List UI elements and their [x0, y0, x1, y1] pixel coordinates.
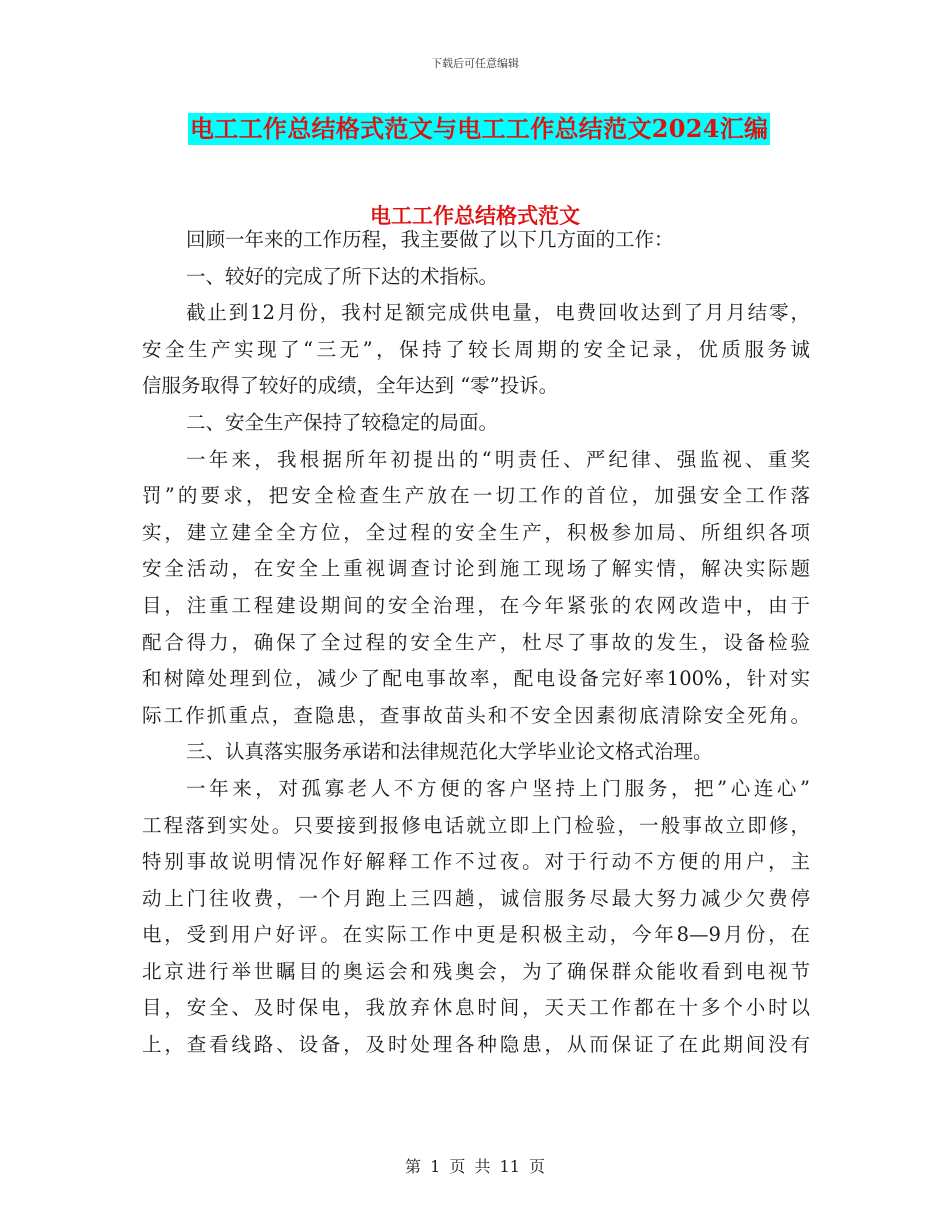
- paragraph-line: 动上门往收费，一个月跑上三四趟，诚信服务尽最大努力减少欠费停: [142, 886, 810, 910]
- paragraph-line: 上，查看线路、设备，及时处理各种隐患，从而保证了在此期间没有: [142, 1033, 810, 1057]
- paragraph-line: 际工作抓重点，查隐患，查事故苗头和不安全因素彻底清除安全死角。: [142, 703, 810, 727]
- paragraph-line: 北京进行举世瞩目的奥运会和残奥会，为了确保群众能收看到电视节: [142, 959, 810, 983]
- paragraph-line: 目，安全、及时保电，我放弃休息时间，天天工作都在十多个小时以: [142, 996, 810, 1020]
- paragraph-line: 工程落到实处。只要接到报修电话就立即上门检验，一般事故立即修，: [142, 813, 810, 837]
- document-body: [142, 222, 810, 1064]
- paragraph-line: 罚”的要求，把安全检查生产放在一切工作的首位，加强安全工作落: [142, 484, 810, 508]
- paragraph-line: 配合得力，确保了全过程的安全生产，杜尽了事故的发生，设备检验: [142, 630, 810, 654]
- section-title: 电工工作总结格式范文: [370, 203, 580, 228]
- paragraph-line: 安全活动，在安全上重视调查讨论到施工现场了解实情，解决实际题: [142, 557, 810, 581]
- paragraph-line: 一年来，我根据所年初提出的“明责任、严纪律、强监视、重奖: [186, 447, 810, 471]
- paragraph-line: 三、认真落实服务承诺和法律规范化大学毕业论文格式治理。: [186, 740, 713, 764]
- paragraph-line: 和树障处理到位，减少了配电事故率，配电设备完好率100%，针对实: [142, 667, 810, 691]
- paragraph-line: 一年来，对孤寡老人不方便的客户坚持上门服务，把”心连心”: [186, 776, 810, 800]
- page-number: 第 1 页 共 11 页: [405, 1157, 545, 1176]
- paragraph-line: 实，建立建全全方位，全过程的安全生产，积极参加局、所组织各项: [142, 520, 810, 544]
- paragraph-line: 电，受到用户好评。在实际工作中更是积极主动，今年8—9月份，在: [142, 923, 810, 947]
- paragraph-line: 回顾一年来的工作历程，我主要做了以下几方面的工作：: [186, 228, 674, 251]
- paragraph-line: 二、安全生产保持了较稳定的局面。: [186, 410, 499, 434]
- paragraph-line: 信服务取得了较好的成绩，全年达到 “零”投诉。: [142, 374, 559, 398]
- paragraph-line: 目，注重工程建设期间的安全治理，在今年紧张的农网改造中，由于: [142, 593, 810, 617]
- paragraph-line: 安全生产实现了“三无”，保持了较长周期的安全记录，优质服务诚: [142, 337, 810, 361]
- paragraph-line: 一、较好的完成了所下达的术指标。: [186, 264, 499, 288]
- paragraph-line: 特别事故说明情况作好解释工作不过夜。对于行动不方便的用户，主: [142, 850, 810, 874]
- paragraph-line: 截止到12月份，我村足额完成供电量，电费回收达到了月月结零，: [186, 301, 810, 325]
- page-header-note: 下载后可任意编辑: [431, 57, 519, 70]
- document-title: 电工工作总结格式范文与电工工作总结范文2024汇编: [190, 114, 769, 143]
